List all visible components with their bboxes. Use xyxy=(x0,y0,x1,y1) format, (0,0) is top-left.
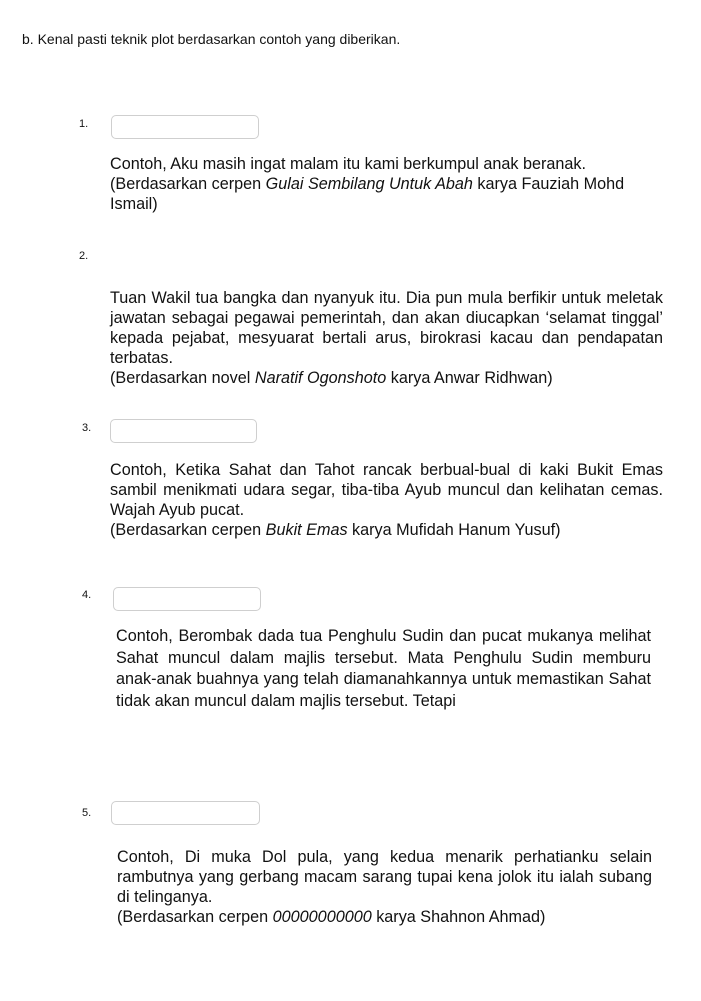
answer-box-4[interactable] xyxy=(113,587,261,611)
example-text: Tuan Wakil tua bangka dan nyanyuk itu. Dia pun mula berfikir untuk meletak jawatan sebagai pegawai pemerintah, dan akan diucapkan ‘selamat tinggal’ kepada pejabat, mesyuarat bertali arus, birokrasi kacau dan pendapatan terbatas. xyxy=(110,289,663,367)
answer-box-1[interactable] xyxy=(111,115,259,139)
source-title: Bukit Emas xyxy=(265,521,348,539)
source-citation: (Berdasarkan cerpen 00000000000 karya Shahnon Ahmad) xyxy=(117,908,546,926)
question-heading: b. Kenal pasti teknik plot berdasarkan contoh yang diberikan. xyxy=(22,31,401,47)
item-number: 5. xyxy=(82,807,92,819)
example-text: Contoh, Ketika Sahat dan Tahot rancak berbual-bual di kaki Bukit Emas sambil menikmati udara segar, tiba-tiba Ayub muncul dan kelihatan cemas. Wajah Ayub pucat. xyxy=(110,461,663,519)
answer-box-5[interactable] xyxy=(111,801,260,825)
example-paragraph-4 xyxy=(116,626,651,712)
source-title: Gulai Sembilang Untuk Abah xyxy=(265,175,473,193)
answer-box-3[interactable] xyxy=(110,419,257,443)
item-number: 2. xyxy=(79,250,89,262)
item-number: 3. xyxy=(82,422,92,434)
source-citation: (Berdasarkan cerpen Bukit Emas karya Mufidah Hanum Yusuf) xyxy=(110,521,561,539)
example-paragraph-5 xyxy=(117,847,652,927)
example-text: Contoh, Di muka Dol pula, yang kedua menarik perhatianku selain rambutnya yang gerbang macam sarang tupai kena jolok itu ialah subang di telinganya. xyxy=(117,848,652,906)
example-paragraph-2 xyxy=(110,288,663,388)
example-paragraph-3 xyxy=(110,460,663,540)
item-number: 1. xyxy=(79,118,89,130)
example-text: Contoh, Berombak dada tua Penghulu Sudin dan pucat mukanya melihat Sahat muncul dalam majlis tersebut. Mata Penghulu Sudin memburu anak-anak buahnya yang telah diamanahkannya untuk memastikan Sahat tidak akan muncul dalam majlis tersebut. Tetapi xyxy=(116,627,651,710)
item-number: 4. xyxy=(82,589,92,601)
example-text: Contoh, Aku masih ingat malam itu kami berkumpul anak beranak. xyxy=(110,155,586,173)
source-title: Naratif Ogonshoto xyxy=(254,369,387,387)
source-citation: (Berdasarkan novel Naratif Ogonshoto karya Anwar Ridhwan) xyxy=(110,369,553,387)
example-paragraph-1 xyxy=(110,154,663,214)
source-citation: (Berdasarkan cerpen Gulai Sembilang Untuk Abah karya Fauziah Mohd Ismail) xyxy=(110,175,625,213)
source-title: 00000000000 xyxy=(272,908,372,926)
